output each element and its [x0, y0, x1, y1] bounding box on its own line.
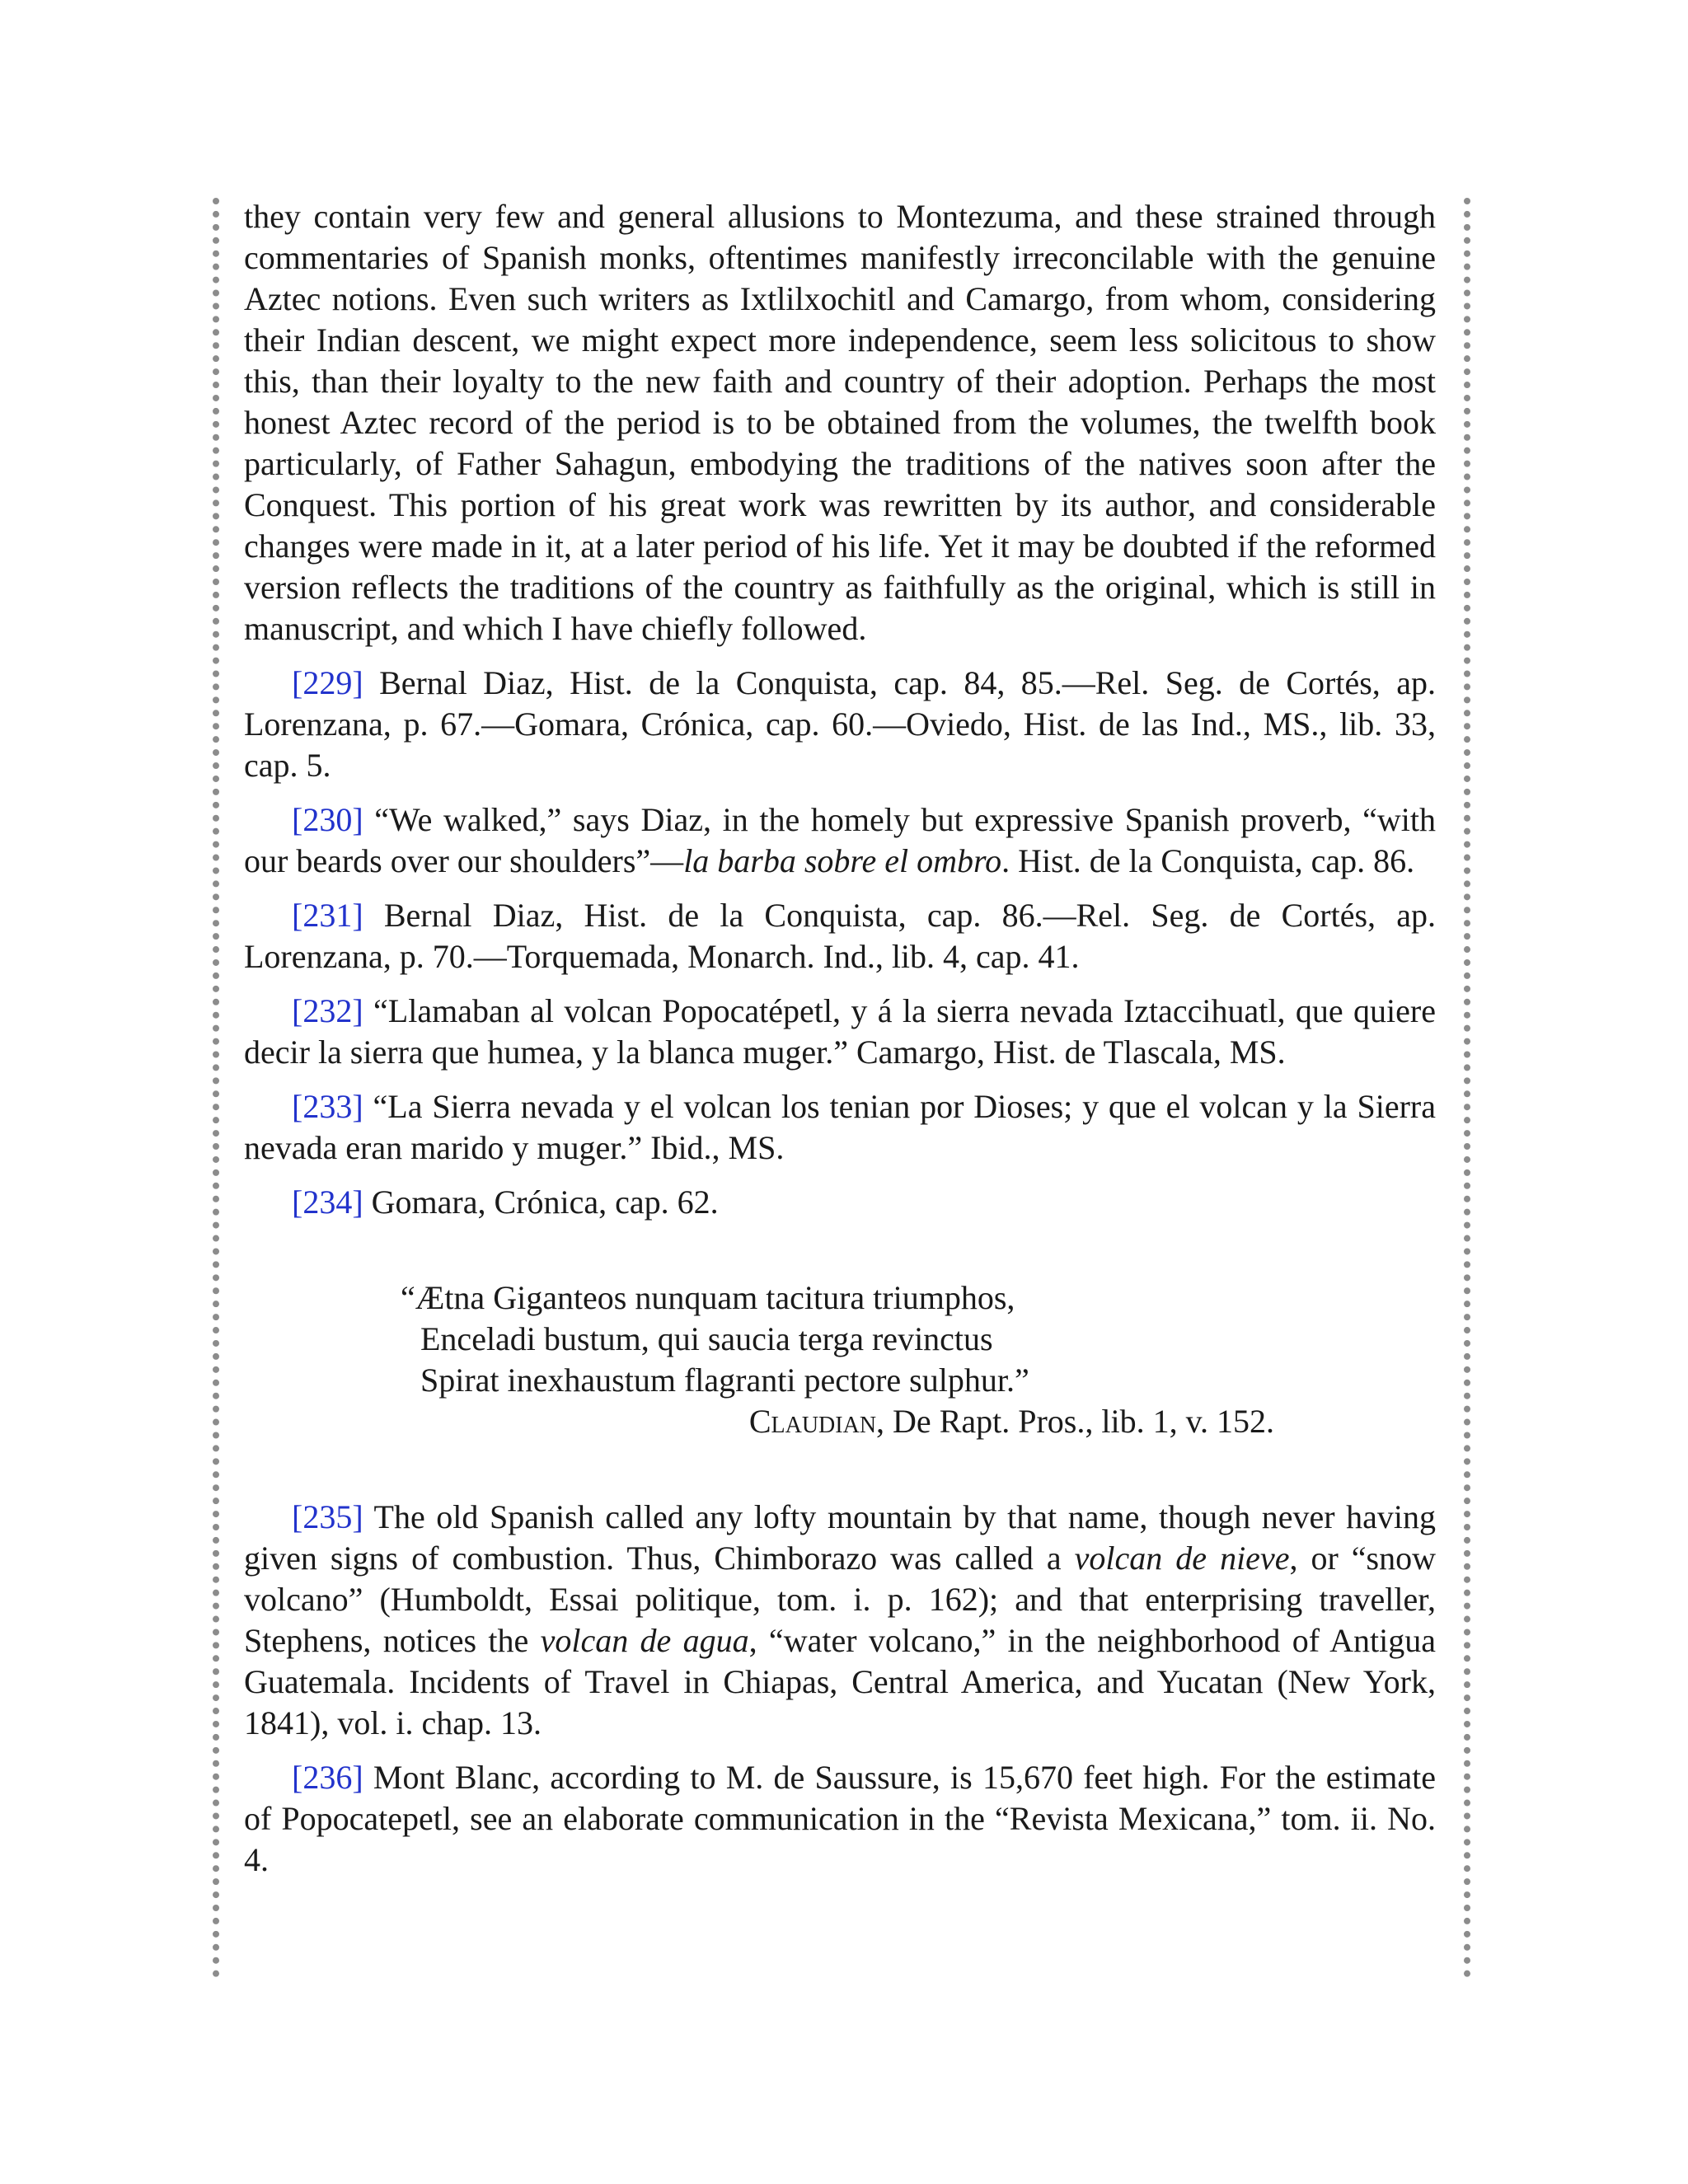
footnote-text: Bernal Diaz, Hist. de la Conquista, cap. 84, 85.—Rel. Seg. de Cortés, ap. Lorenzana, p. 67.—Gomara, Crónica, cap. 60.—Oviedo, Hist. de las Ind., MS., lib. 33, cap. 5.: [244, 664, 1436, 784]
footnote-233: [244, 1086, 1436, 1169]
footnote-ref-232[interactable]: [232]: [292, 992, 363, 1029]
footnote-ref-231[interactable]: [231]: [292, 897, 363, 934]
left-dotted-border: [213, 198, 219, 1978]
footnote-text: , or “snow volcano” (Humboldt, Essai politique, tom. i. p. 162); and that enterprising traveller, Stephens, notices the: [244, 1540, 1437, 1659]
verse-line-1: “Ætna Giganteos nunquam tacitura triumphos,: [401, 1279, 1015, 1316]
footnote-ref-229[interactable]: [229]: [292, 664, 363, 701]
footnote-230: [244, 799, 1436, 882]
footnote-235: [244, 1497, 1436, 1744]
verse-line-2: Enceladi bustum, qui saucia terga revinctus: [420, 1320, 993, 1357]
footnote-text: . Hist. de la Conquista, cap. 86.: [1001, 842, 1415, 879]
footnote-ref-235[interactable]: [235]: [292, 1498, 363, 1535]
right-dotted-border: [1464, 198, 1470, 1978]
footnote-italic: la barba sobre el ombro: [683, 842, 1002, 879]
footnotes-content: [244, 196, 1436, 1881]
footnote-text: Mont Blanc, according to M. de Saussure, is 15,670 feet high. For the estimate of Popocatepetl, see an elaborate communication in the “Revista Mexicana,” tom. ii. No. 4.: [244, 1759, 1436, 1878]
verse-source: , De Rapt. Pros., lib. 1, v. 152.: [876, 1403, 1274, 1440]
footnote-text: “La Sierra nevada y el volcan los tenian por Dioses; y que el volcan y la Sierra nevada eran marido y muger.” Ibid., MS.: [244, 1088, 1436, 1166]
verse-attribution: [401, 1401, 1274, 1442]
footnote-text: Bernal Diaz, Hist. de la Conquista, cap. 86.—Rel. Seg. de Cortés, ap. Lorenzana, p. 70.—Torquemada, Monarch. Ind., lib. 4, cap. 41.: [244, 897, 1436, 975]
footnote-text: “Llamaban al volcan Popocatépetl, y á la sierra nevada Iztaccihuatl, que quiere decir la sierra que humea, y la blanca muger.” Camargo, Hist. de Tlascala, MS.: [244, 992, 1436, 1071]
footnote-ref-236[interactable]: [236]: [292, 1759, 363, 1796]
footnote-italic: volcan de nieve: [1074, 1540, 1290, 1577]
continued-footnote: they contain very few and general allusions to Montezuma, and these strained through commentaries of Spanish monks, oftentimes manifestly irreconcilable with the genuine Aztec notions. Even such writers as Ixtlilxochitl and Camargo, from whom, considering their Indian descent, we might expect more independence, seem less solicitous to show this, than their loyalty to the new faith and country of their adoption. Perhaps the most honest Aztec record of the period is to be obtained from the volumes, the twelfth book particularly, of Father Sahagun, embodying the traditions of the natives soon after the Conquest. This portion of his great work was rewritten by its author, and considerable changes were made in it, at a later period of his life. Yet it may be doubted if the reformed version reflects the traditions of the country as faithfully as the original, which is still in manuscript, and which I have chiefly followed.: [244, 198, 1436, 647]
footnote-229: [244, 663, 1436, 786]
footnote-text: “We walked,” says Diaz, in the homely but expressive Spanish proverb, “with our beards over our shoulders”—: [244, 801, 1436, 879]
footnote-232: [244, 991, 1436, 1073]
footnote-ref-230[interactable]: [230]: [292, 801, 363, 838]
footnote-italic: volcan de agua: [540, 1622, 749, 1659]
footnote-ref-233[interactable]: [233]: [292, 1088, 363, 1125]
footnote-234: [244, 1182, 1436, 1223]
footnote-text: , “water volcano,” in the neighborhood of Antigua Guatemala. Incidents of Travel in Chiapas, Central America, and Yucatan (New York, 1841), vol. i. chap. 13.: [244, 1622, 1436, 1741]
footnote-text: Gomara, Crónica, cap. 62.: [363, 1183, 719, 1221]
footnote-ref-234[interactable]: [234]: [292, 1183, 363, 1221]
verse-author: Claudian: [748, 1403, 877, 1440]
footnote-text: The old Spanish called any lofty mountain by that name, though never having given signs of combustion. Thus, Chimborazo was called a: [244, 1498, 1436, 1577]
verse-quotation: [401, 1277, 1274, 1442]
footnote-236: [244, 1757, 1436, 1881]
verse-line-3: Spirat inexhaustum flagranti pectore sulphur.”: [420, 1361, 1029, 1399]
footnote-231: [244, 895, 1436, 977]
